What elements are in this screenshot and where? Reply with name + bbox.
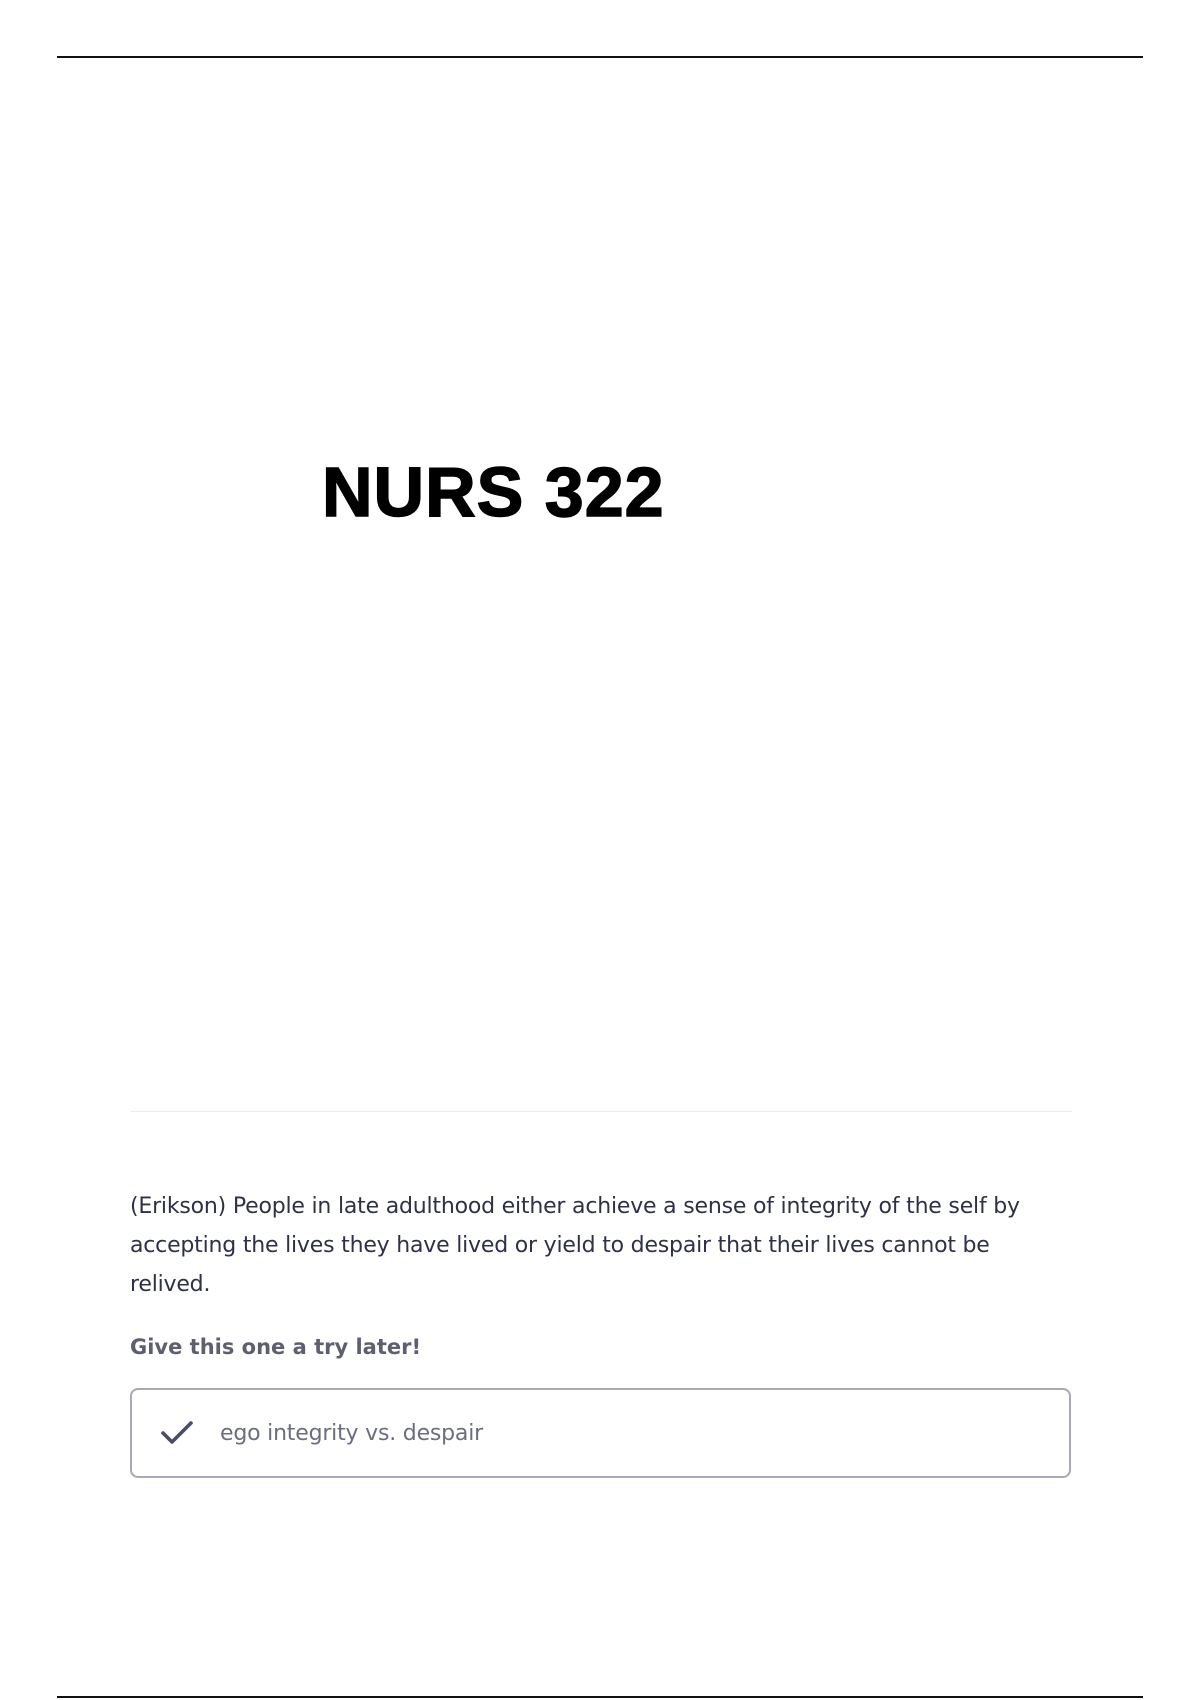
answer-option[interactable] xyxy=(130,1388,1071,1478)
answer-text: ego integrity vs. despair xyxy=(220,1420,483,1446)
bottom-rule xyxy=(57,1696,1143,1698)
flashcard xyxy=(130,1187,1072,1478)
flashcard-hint: Give this one a try later! xyxy=(130,1335,422,1359)
flashcard-definition: (Erikson) People in late adulthood either achieve a sense of integrity of the self by accepting the lives they have lived or yield to despair that their lives cannot be relived. xyxy=(130,1194,1020,1297)
checkmark-icon xyxy=(160,1418,194,1448)
top-rule xyxy=(57,56,1143,58)
course-title: NURS 322 xyxy=(322,453,665,531)
section-divider xyxy=(130,1111,1072,1112)
